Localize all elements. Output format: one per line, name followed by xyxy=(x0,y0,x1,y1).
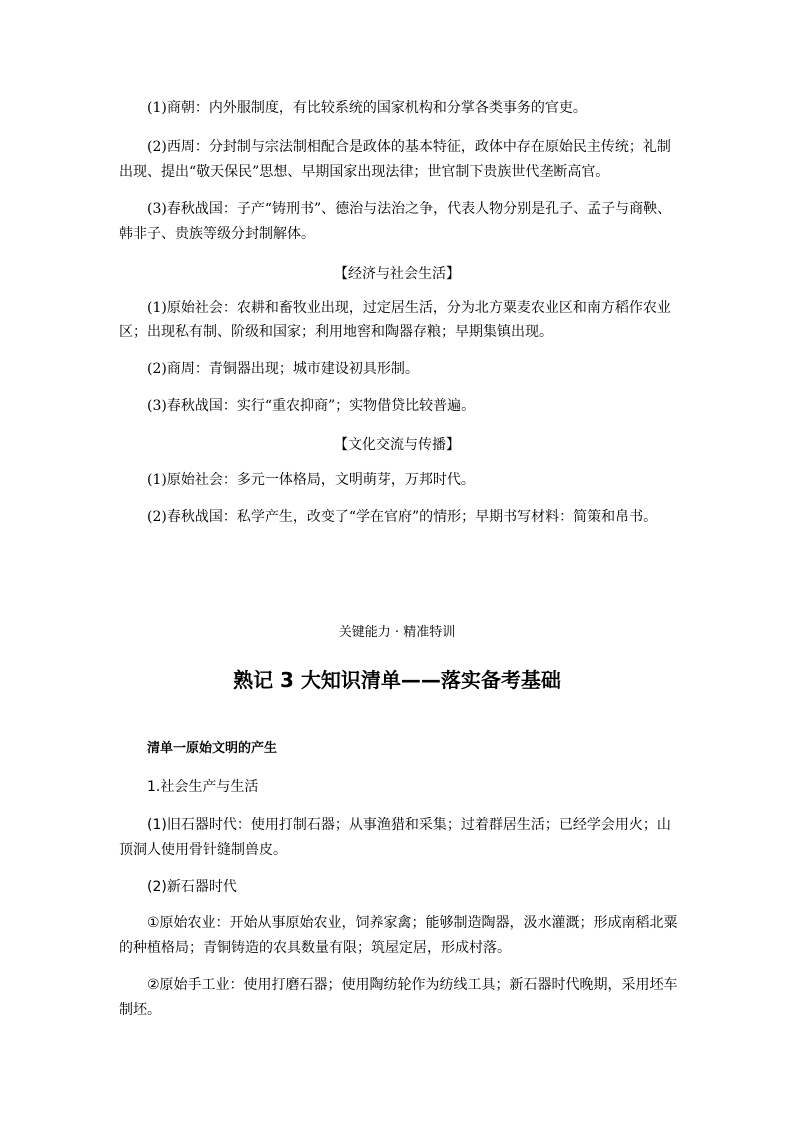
primitive-handicraft-line-1: ②原始手工业：使用打磨石器；使用陶纺轮作为纺线工具；新石器时代晚期，采用坯车 xyxy=(147,977,678,993)
politics-spring-autumn-line-2: 韩非子、贵族等级分封制解体。 xyxy=(119,226,315,242)
economy-primitive-line-2: 区；出现私有制、阶级和国家；利用地窖和陶器存粮；早期集镇出现。 xyxy=(119,324,553,340)
list-one-heading: 清单一原始文明的产生 xyxy=(147,741,278,756)
politics-spring-autumn-line-1: (3)春秋战国：子产“铸刑书”、德治与法治之争，代表人物分别是孔子、孟子与商鞅、 xyxy=(147,201,672,217)
list-one-item-1: 1.社会生产与生活 xyxy=(147,779,259,795)
economy-spring-autumn-paragraph: (3)春秋战国：实行“重农抑商”；实物借贷比较普遍。 xyxy=(147,398,476,414)
primitive-agriculture-line-1: ①原始农业：开始从事原始农业，饲养家禽；能够制造陶器，汲水灌溉；形成南稻北粟 xyxy=(147,915,678,931)
paleolithic-line-2: 顶洞人使用骨针缝制兽皮。 xyxy=(119,842,287,858)
paleolithic-line-1: (1)旧石器时代：使用打制石器；从事渔猎和采集；过着群居生活；已经学会用火；山 xyxy=(147,817,671,833)
politics-western-zhou-line-1: (2)西周：分封制与宗法制相配合是政体的基本特征，政体中存在原始民主传统；礼制 xyxy=(147,139,671,155)
culture-primitive-paragraph: (1)原始社会：多元一体格局，文明萌芽，万邦时代。 xyxy=(147,472,475,488)
economy-primitive-line-1: (1)原始社会：农耕和畜牧业出现，过定居生活，分为北方粟麦农业区和南方稻作农业 xyxy=(147,300,671,316)
section-title: 熟记 3 大知识清单——落实备考基础 xyxy=(233,668,561,692)
economy-section-heading: 【经济与社会生活】 xyxy=(334,266,460,282)
economy-shang-zhou-paragraph: (2)商周：青铜器出现；城市建设初具形制。 xyxy=(147,361,419,377)
culture-section-heading: 【文化交流与传播】 xyxy=(334,437,460,453)
culture-spring-autumn-paragraph: (2)春秋战国：私学产生，改变了“学在官府”的情形；早期书写材料：简策和帛书。 xyxy=(147,509,658,525)
primitive-handicraft-line-2: 制坯。 xyxy=(119,1002,161,1018)
politics-western-zhou-line-2: 出现、提出“敬天保民”思想、早期国家出现法律；世官制下贵族世代垄断高官。 xyxy=(119,164,610,180)
neolithic-heading: (2)新石器时代 xyxy=(147,879,237,895)
section-subtitle: 关键能力 · 精准特训 xyxy=(338,625,456,640)
primitive-agriculture-line-2: 的种植格局；青铜铸造的农具数量有限；筑屋定居，形成村落。 xyxy=(119,940,511,956)
politics-shang-paragraph: (1)商朝：内外服制度，有比较系统的国家机构和分掌各类事务的官吏。 xyxy=(147,100,587,116)
